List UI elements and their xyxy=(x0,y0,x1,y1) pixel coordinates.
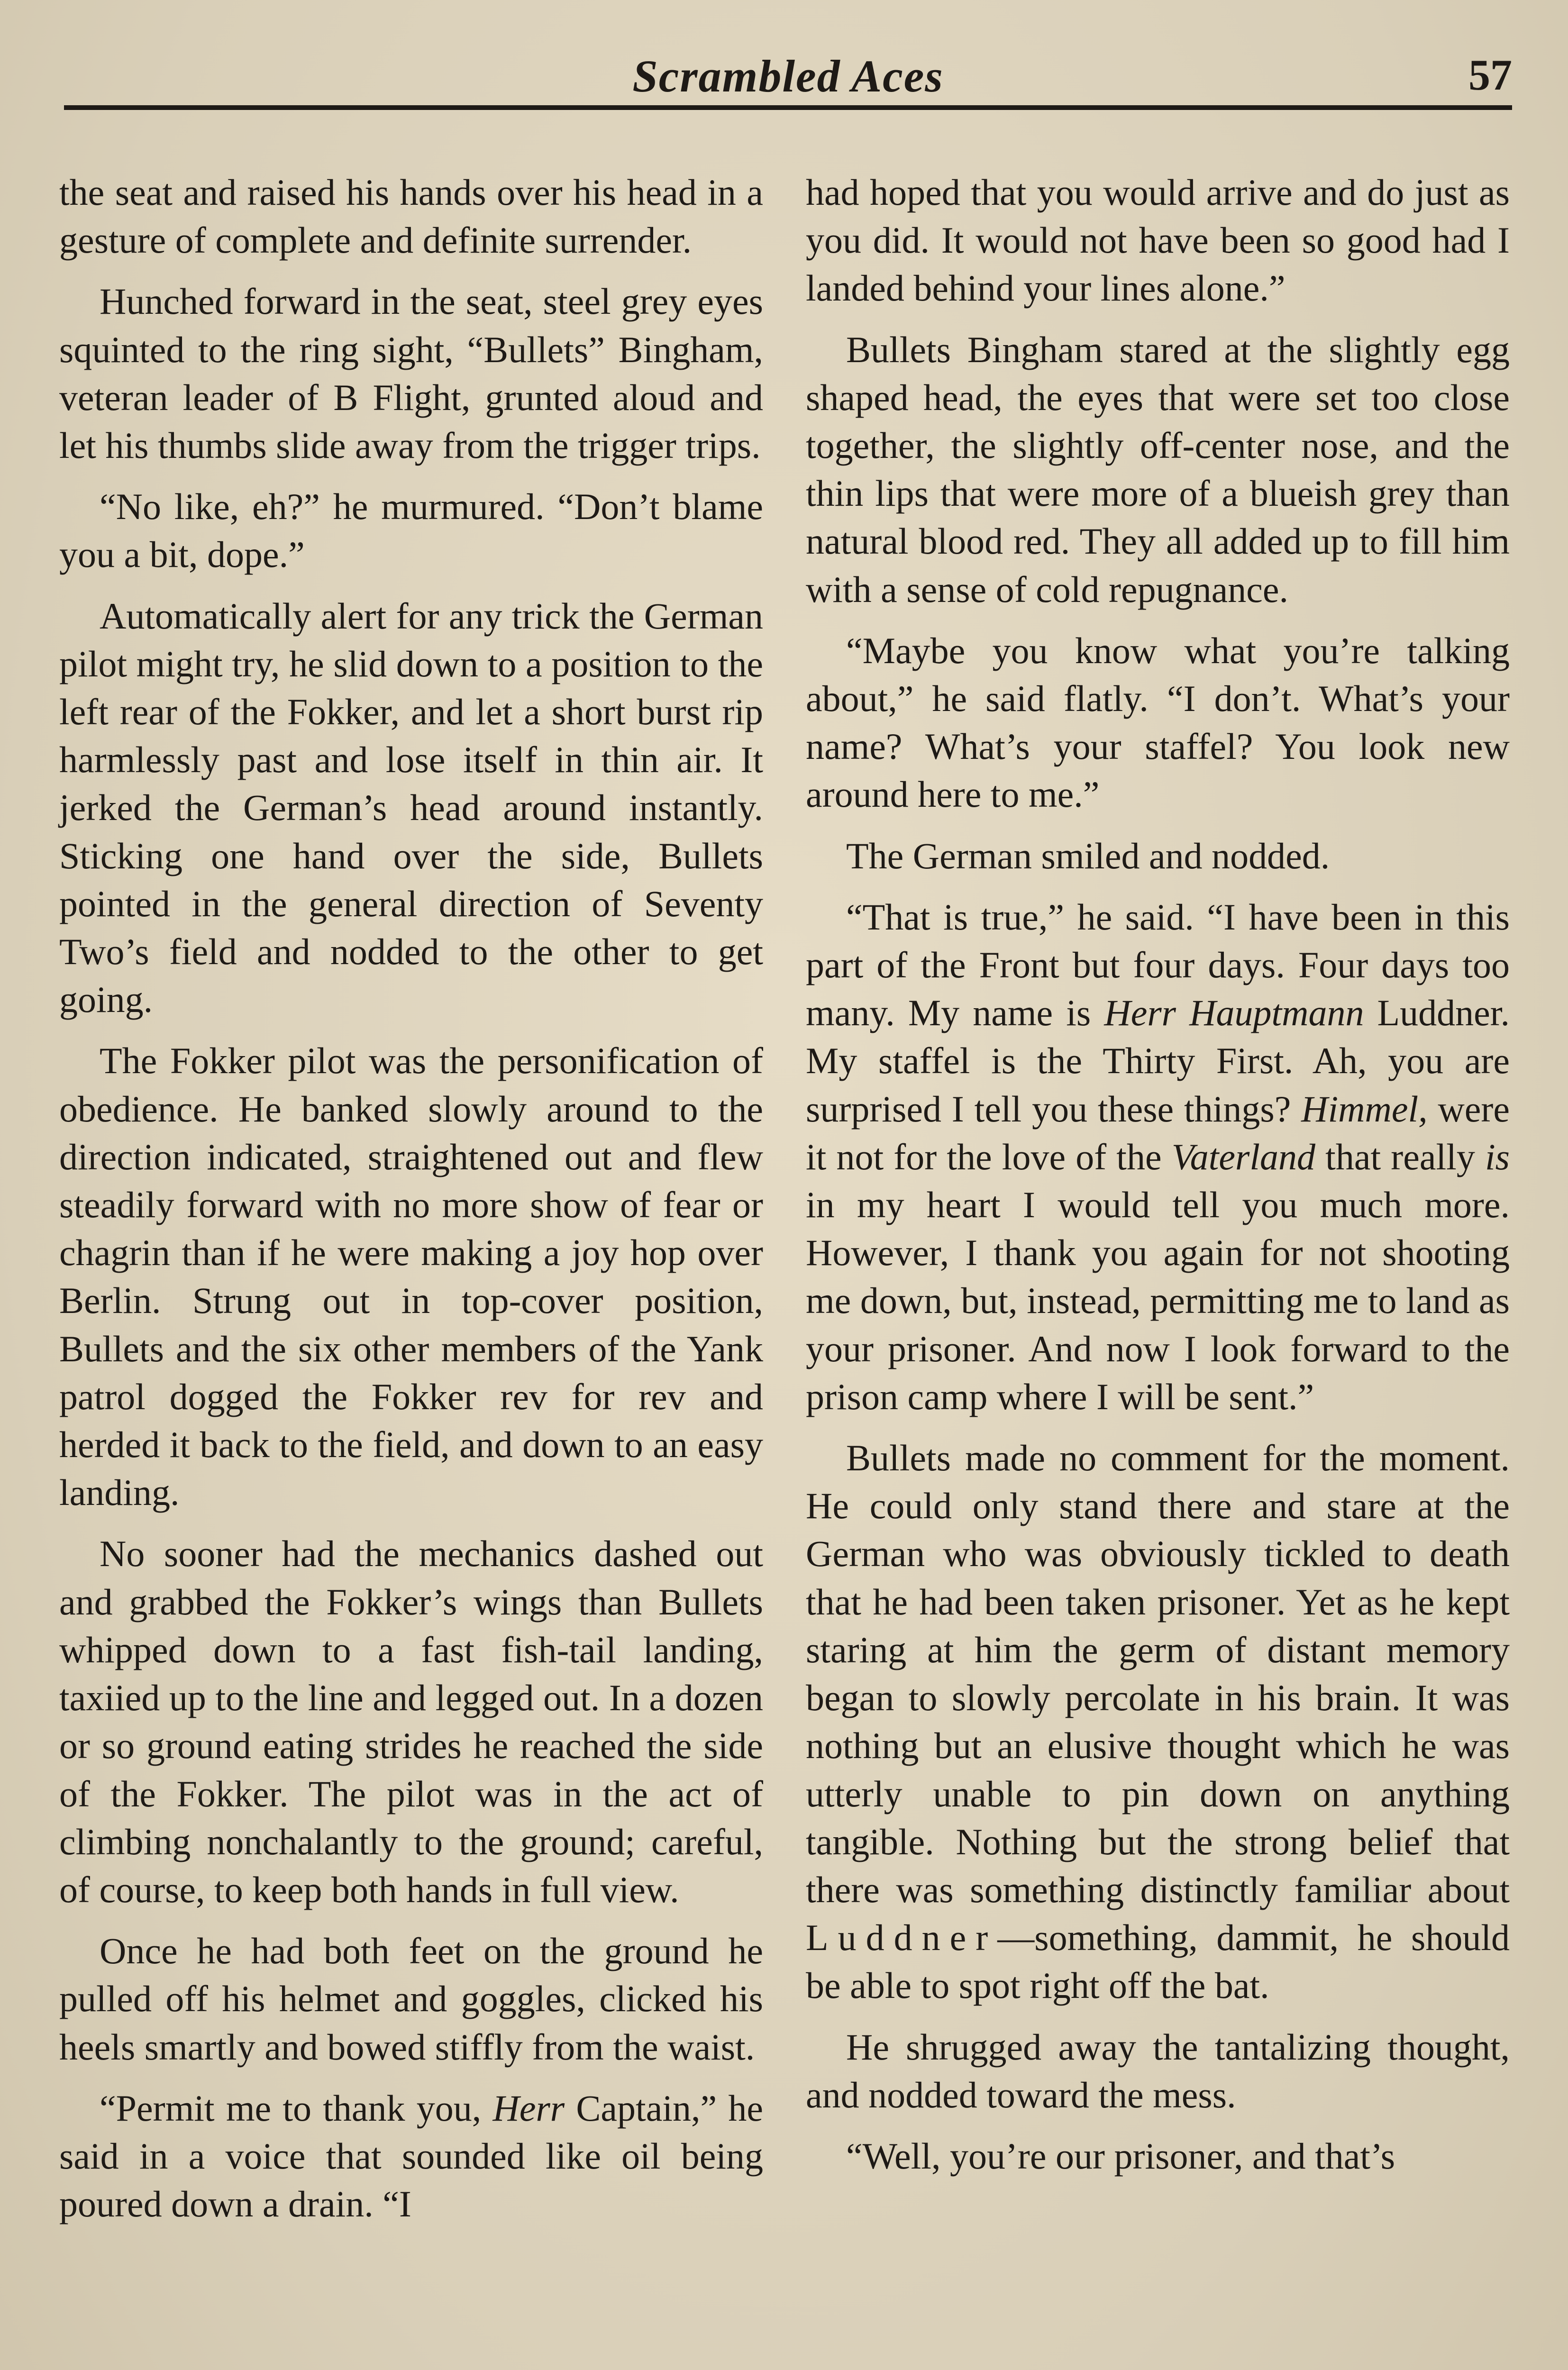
paragraph: No sooner had the mechanics dashed out and grabbed the Fokker’s wings than Bullets whipped down to a fast fish-tail landing, taxiied up to the line and legged out. In a dozen or so ground eating strides he reached the side of the Fokker. The pilot was in the act of climbing nonchalantly to the ground; careful, of course, to keep both hands in full view. xyxy=(59,1533,763,1910)
paragraph: Hunched forward in the seat, steel grey eyes squinted to the ring sight, “Bullets” Bingham, veteran leader of B Flight, grunted aloud and let his thumbs slide away from the trigger trips. xyxy=(59,281,763,466)
header-rule xyxy=(64,105,1512,110)
paragraph: had hoped that you would arrive and do just as you did. It would not have been so good had I landed behind your lines alone.” xyxy=(806,172,1510,309)
left-column xyxy=(59,168,763,2241)
paragraph: The German smiled and nodded. xyxy=(846,835,1330,876)
paragraph: “That is true,” he said. “I have been in this part of the Front but four days. Four days too many. My name is Herr Hauptmann Luddner. My staffel is the Thirty First. Ah, you are surprised I tell you these things? Himmel, were it not for the love of the Vaterland that really is in my heart I would tell you much more. However, I thank you again for not shooting me down, but, instead, permitting me to land as your prisoner. And now I look forward to the prison camp where I will be sent.” xyxy=(806,896,1510,1417)
paragraph: He shrugged away the tantalizing thought, and nodded toward the mess. xyxy=(806,2026,1510,2115)
page-header xyxy=(64,50,1512,107)
right-column xyxy=(806,168,1510,2193)
paragraph: Automatically alert for any trick the German pilot might try, he slid down to a position to the left rear of the Fokker, and let a short burst rip harmlessly past and lose itself in thin air. It jerked the German’s head around instantly. Sticking one hand over the side, Bullets pointed in the general direction of Seventy Two’s field and nodded to the other to get going. xyxy=(59,595,763,1021)
paragraph: “Well, you’re our prisoner, and that’s xyxy=(846,2135,1395,2177)
paragraph: Bullets made no comment for the moment. He could only stand there and stare at the German who was obviously tickled to death that he had been taken prisoner. Yet as he kept staring at him the germ of distant memory began to slowly percolate in his brain. It was nothing but an elusive thought which he was utterly unable to pin down on anything tangible. Nothing but the strong belief that there was something distinctly familiar about Luddner—something, dammit, he should be able to spot right off the bat. xyxy=(806,1437,1510,2006)
paragraph: Bullets Bingham stared at the slightly egg shaped head, the eyes that were set too close together, the slightly off-center nose, and the thin lips that were more of a blueish grey than natural blood red. They all added up to fill him with a sense of cold repugnance. xyxy=(806,328,1510,610)
paragraph: “Maybe you know what you’re talking about,” he said flatly. “I don’t. What’s your name? What’s your staffel? You look new around here to me.” xyxy=(806,629,1510,815)
paragraph: “Permit me to thank you, Herr Captain,” he said in a voice that sounded like oil being poured down a drain. “I xyxy=(59,2087,763,2225)
paragraph: The Fokker pilot was the personification of obedience. He banked slowly around to the direction indicated, straightened out and flew steadily forward with no more show of fear or chagrin than if he were making a joy hop over Berlin. Strung out in top-cover position, Bullets and the six other members of the Yank patrol dogged the Fokker rev for rev and herded it back to the field, and down to an easy landing. xyxy=(59,1040,763,1513)
paragraph: “No like, eh?” he murmured. “Don’t blame you a bit, dope.” xyxy=(59,486,763,575)
paragraph: the seat and raised his hands over his head in a gesture of complete and definite surrender. xyxy=(59,172,763,261)
running-title: Scrambled Aces xyxy=(632,51,944,101)
paragraph: Once he had both feet on the ground he pulled off his helmet and goggles, clicked his heels smartly and bowed stiffly from the waist. xyxy=(59,1930,763,2068)
page-number: 57 xyxy=(1468,51,1512,99)
